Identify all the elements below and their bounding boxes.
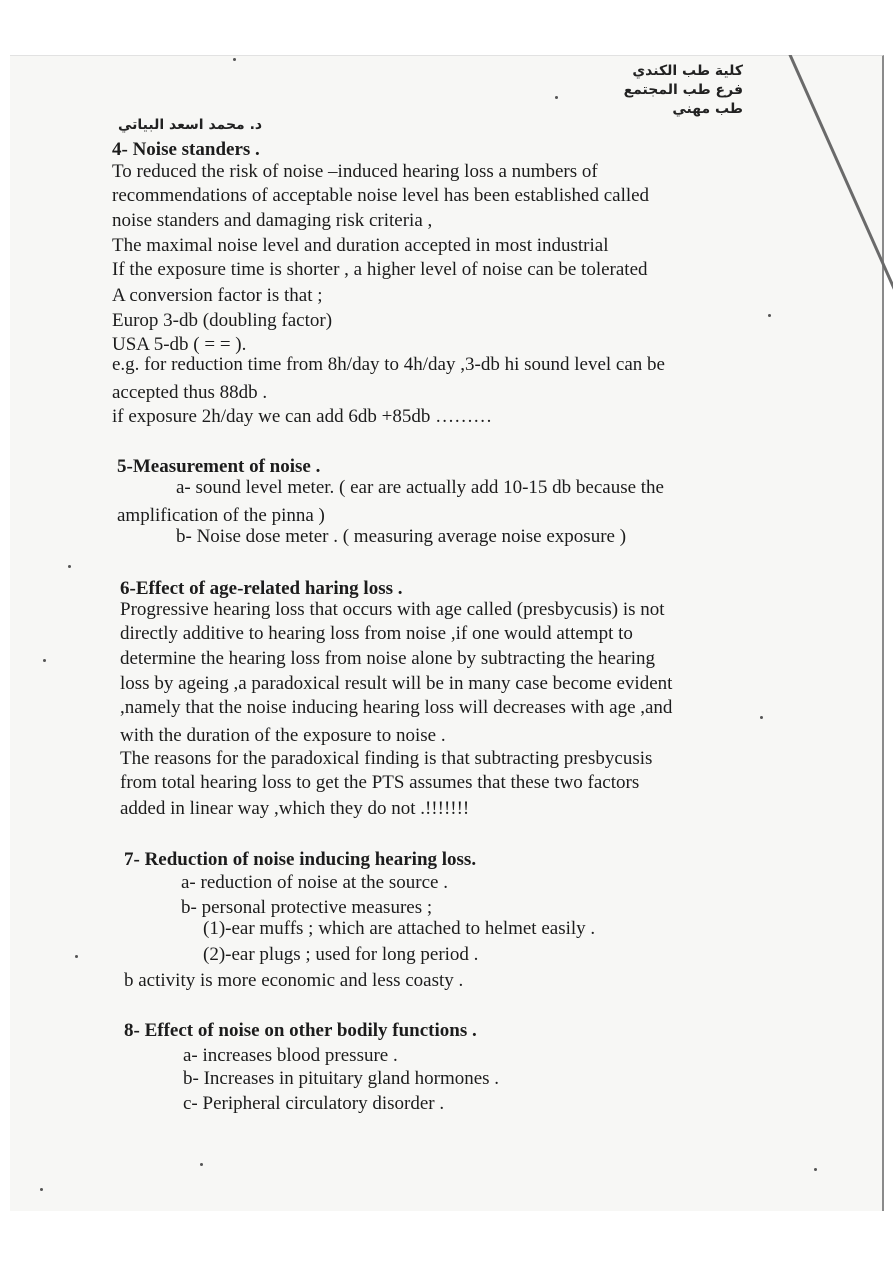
paragraph-line: If the exposure time is shorter , a higher level of noise can be tolerated [112, 259, 648, 280]
paragraph-line: USA 5-db ( = = ). [112, 334, 247, 355]
paragraph-line: from total hearing loss to get the PTS assumes that these two factors [120, 772, 640, 793]
scan-speck [555, 96, 558, 99]
list-item: a- increases blood pressure . [183, 1045, 398, 1066]
paragraph-line: Progressive hearing loss that occurs with age called (presbycusis) is not [120, 599, 665, 620]
paragraph-line: accepted thus 88db . [112, 382, 268, 403]
author-name: د. محمد اسعد البياتي [118, 117, 263, 133]
paragraph-line: recommendations of acceptable noise level has been established called [112, 185, 650, 206]
list-item: b- personal protective measures ; [181, 897, 433, 918]
list-item: (1)-ear muffs ; which are attached to helmet easily . [203, 918, 596, 939]
faculty-line: كلية طب الكندي [632, 63, 743, 79]
list-item: a- sound level meter. ( ear are actually add 10-15 db because the [176, 477, 664, 498]
list-item: (2)-ear plugs ; used for long period . [203, 944, 479, 965]
section-5-title: 5-Measurement of noise . [117, 456, 321, 477]
scan-speck [233, 58, 236, 61]
paragraph-line: amplification of the pinna ) [117, 505, 325, 526]
scan-speck [200, 1163, 203, 1166]
paragraph-line: noise standers and damaging risk criteria , [112, 210, 433, 231]
paragraph-line: with the duration of the exposure to noise . [120, 725, 446, 746]
list-item: b- Noise dose meter . ( measuring average noise exposure ) [176, 526, 627, 547]
list-item: c- Peripheral circulatory disorder . [183, 1093, 445, 1114]
paragraph-line: e.g. for reduction time from 8h/day to 4h/day ,3-db hi sound level can be [112, 354, 665, 375]
paragraph-line: To reduced the risk of noise –induced hearing loss a numbers of [112, 161, 598, 182]
faculty-header [624, 62, 743, 119]
section-6-title: 6-Effect of age-related haring loss . [120, 578, 403, 599]
paragraph-line: if exposure 2h/day we can add 6db +85db ……… [112, 406, 493, 427]
paragraph-line: The reasons for the paradoxical finding is that subtracting presbycusis [120, 748, 653, 769]
subject-line: طب مهني [672, 101, 743, 117]
paragraph-line: added in linear way ,which they do not .!!!!!!! [120, 798, 470, 819]
paragraph-line: determine the hearing loss from noise alone by subtracting the hearing [120, 648, 656, 669]
paragraph-line: The maximal noise level and duration accepted in most industrial [112, 235, 609, 256]
paragraph-line: Europ 3-db (doubling factor) [112, 310, 333, 331]
section-7-title: 7- Reduction of noise inducing hearing loss. [124, 849, 477, 870]
paragraph-line: b activity is more economic and less coasty . [124, 970, 464, 991]
scan-speck [68, 565, 71, 568]
scan-speck [760, 716, 763, 719]
list-item: b- Increases in pituitary gland hormones . [183, 1068, 500, 1089]
scan-speck [75, 955, 78, 958]
paragraph-line: directly additive to hearing loss from noise ,if one would attempt to [120, 623, 633, 644]
scan-speck [814, 1168, 817, 1171]
page-fold-edge [776, 55, 893, 335]
scan-speck [40, 1188, 43, 1191]
scan-speck [768, 314, 771, 317]
department-line: فرع طب المجتمع [623, 82, 743, 98]
scan-speck [43, 659, 46, 662]
paragraph-line: loss by ageing ,a paradoxical result will be in many case become evident [120, 673, 673, 694]
paragraph-line: A conversion factor is that ; [112, 285, 323, 306]
list-item: a- reduction of noise at the source . [181, 872, 448, 893]
section-8-title: 8- Effect of noise on other bodily functions . [124, 1020, 477, 1041]
section-4-title: 4- Noise standers . [112, 139, 260, 160]
paragraph-line: ,namely that the noise inducing hearing loss will decreases with age ,and [120, 697, 673, 718]
